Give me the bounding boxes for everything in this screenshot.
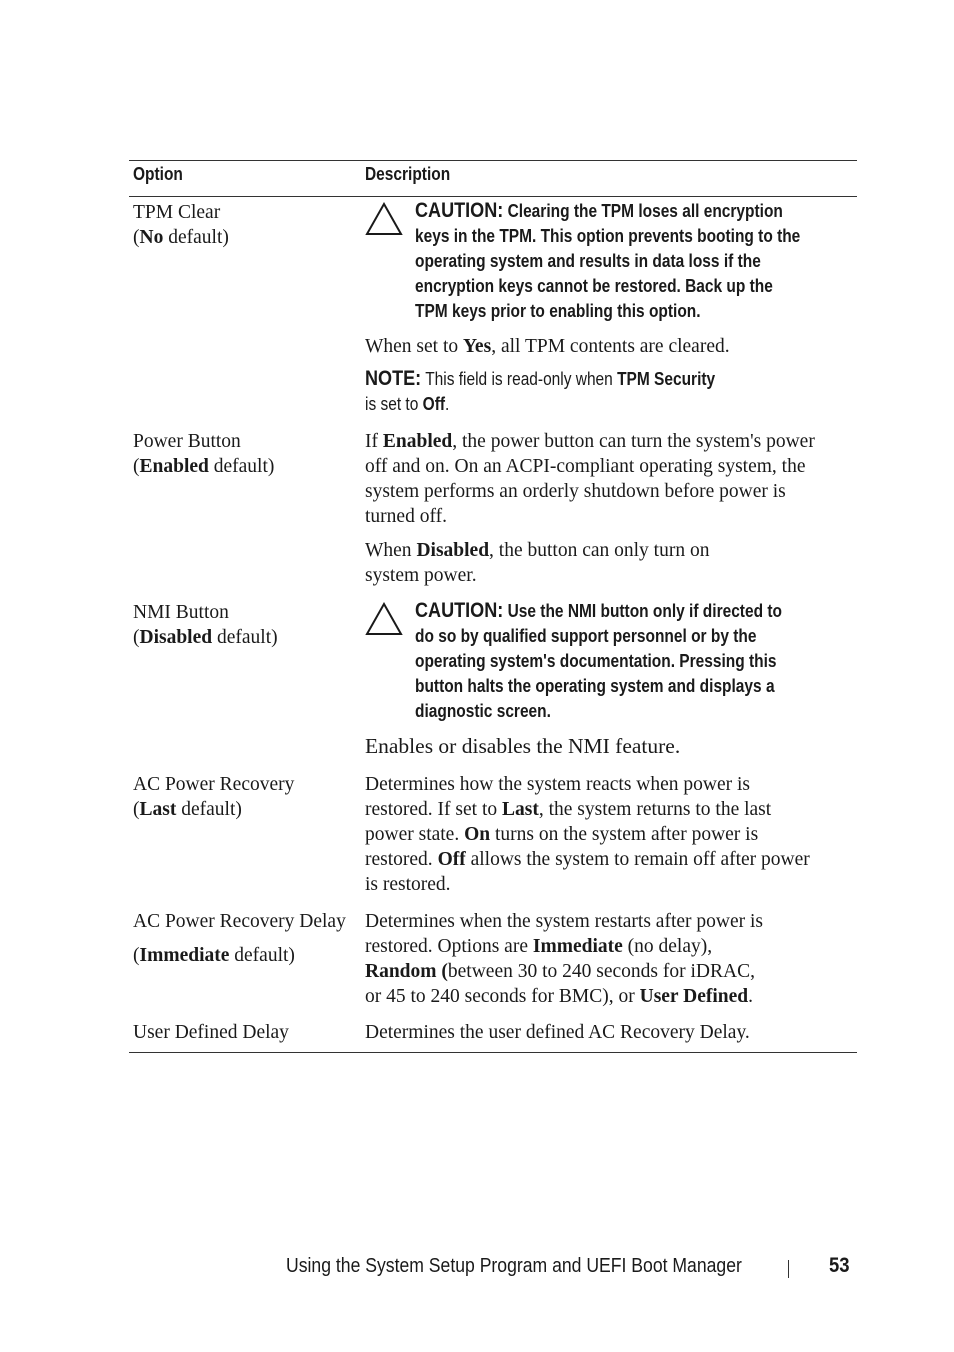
- caution-icon: [365, 602, 403, 636]
- table-bottom-rule: [129, 1052, 857, 1053]
- default-suffix: default): [208, 456, 275, 477]
- caution-line: Clearing the TPM loses all encryption: [507, 201, 783, 221]
- description-text: Determines when the system restarts after power is restored. Options are Immediate (no delay), Random (between 30 to 240 seconds for iDRAC, or 45 to 240 seconds for BMC), or User Defined.: [365, 911, 763, 1007]
- caution-line: encryption keys cannot be restored. Back up the: [415, 276, 773, 296]
- description-text: Enables or disables the NMI feature.: [365, 734, 681, 758]
- caution-label: CAUTION:: [415, 199, 504, 222]
- caution-line: operating system and results in data loss if the: [415, 251, 761, 271]
- default-value: Last: [139, 799, 177, 820]
- option-default: (No default): [133, 227, 229, 248]
- option-name: AC Power Recovery: [133, 774, 295, 795]
- option-cell: [133, 1020, 289, 1045]
- description-text: Determines how the system reacts when power is restored. If set to Last, the system returns to the last power state. On turns on the system after power is restored. Off allows the system to remain off after power is restored.: [365, 774, 810, 895]
- default-value: Disabled: [139, 627, 213, 648]
- option-default: (Immediate default): [133, 945, 295, 966]
- option-default: (Last default): [133, 799, 242, 820]
- option-default: (Enabled default): [133, 456, 275, 477]
- default-value: Immediate: [139, 945, 230, 966]
- note-block: NOTE: This field is read-only when TPM Security is set to Off.: [365, 367, 716, 414]
- footer-title: Using the System Setup Program and UEFI Boot Manager: [286, 1255, 742, 1277]
- option-cell: [133, 200, 229, 250]
- footer-separator: [788, 1260, 789, 1278]
- caution-label: CAUTION:: [415, 599, 504, 622]
- caution-line: diagnostic screen.: [415, 701, 551, 721]
- caution-line: button halts the operating system and displays a: [415, 676, 775, 696]
- caution-block: [415, 198, 855, 324]
- column-header-option: Option: [133, 164, 183, 184]
- option-name: Power Button: [133, 431, 241, 452]
- option-name: User Defined Delay: [133, 1022, 289, 1043]
- default-suffix: default): [176, 799, 242, 820]
- default-suffix: default): [163, 227, 229, 248]
- option-cell: [133, 772, 294, 822]
- table-top-rule: [129, 160, 857, 161]
- default-suffix: default): [212, 627, 278, 648]
- description-text: When Disabled, the button can only turn on system power.: [365, 540, 710, 586]
- description-text: When set to Yes, all TPM contents are cleared.: [365, 336, 730, 357]
- option-default: (Disabled default): [133, 627, 278, 648]
- caution-line: do so by qualified support personnel or by the: [415, 626, 757, 646]
- caution-line: keys in the TPM. This option prevents booting to the: [415, 226, 801, 246]
- description-text: If Enabled, the power button can turn the system's power off and on. On an ACPI-compliant operating system, the system performs an orderly shutdown before power is turned off.: [365, 431, 815, 527]
- description-text: Determines the user defined AC Recovery Delay.: [365, 1022, 750, 1043]
- default-suffix: default): [229, 945, 295, 966]
- default-value: Enabled: [139, 456, 209, 477]
- note-label: NOTE:: [365, 367, 422, 390]
- caution-line: operating system's documentation. Pressing this: [415, 651, 777, 671]
- option-cell: [133, 429, 274, 479]
- option-cell: [133, 600, 278, 650]
- caution-line: Use the NMI button only if directed to: [507, 601, 782, 621]
- page-number: 53: [829, 1254, 850, 1277]
- caution-icon: [365, 202, 403, 236]
- caution-line: TPM keys prior to enabling this option.: [415, 301, 701, 321]
- option-name: AC Power Recovery Delay: [133, 911, 346, 932]
- default-value: No: [139, 227, 164, 248]
- caution-block: [415, 598, 855, 724]
- option-cell: [133, 909, 346, 968]
- column-header-description: Description: [365, 164, 451, 184]
- option-name: TPM Clear: [133, 202, 221, 223]
- option-name: NMI Button: [133, 602, 229, 623]
- table-header-rule: [129, 196, 857, 197]
